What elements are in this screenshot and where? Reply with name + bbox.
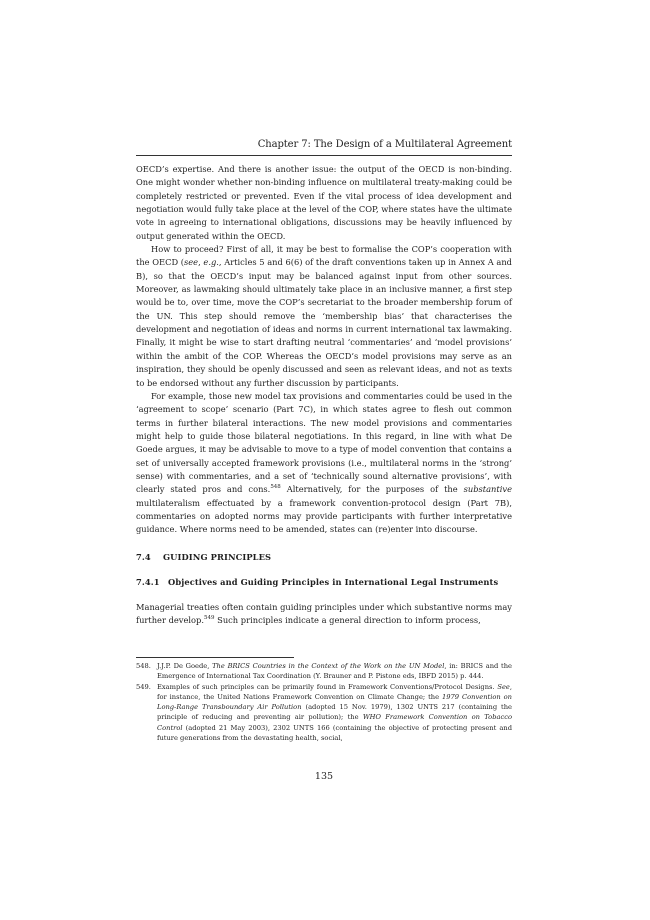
- footnote-rule: [136, 657, 294, 658]
- paragraph-3: For example, those new model tax provisions and commentaries could be used in the ‘agreement to scope’ scenario (Part 7C), in which states agree to flesh out common terms in further bilateral interactions. The new model provisions and commentaries might help to guide those bilateral negotiations. In this regard, in line with what De Goede argues, it may be advisable to move to a type of model convention that contains a set of universally accepted framework provisions (i.e., multilateral norms in the ‘strong’ sense) with commentaries, and a set of ‘technically sound alternative provisions’, with clearly stated pros and cons.$^{548}$ Alternatively, for the purposes of the substantive multilateralism effectuated by a framework convention-protocol design (Part 7B), commentaries on adopted norms may provide participants with further interpretative guidance. Where norms need to be amended, states can (re)enter into discourse.: [136, 390, 512, 535]
- page-number: 135: [314, 771, 334, 782]
- paragraph-4: Managerial treaties often contain guiding principles under which substantive norms may further develop.$^{549}$ Such principles indicate a general direction to inform process,: [136, 601, 512, 625]
- paragraph-2: How to proceed? First of all, it may be best to formalise the COP’s cooperation with the OECD (see, e.g., Articles 5 and 6(6) of the draft conventions taken up in Annex A and B), so that the OECD’s input may be balanced against input from other sources. Moreover, as lawmaking should ultimately take place in an inclusive manner, a first step would be to, over time, move the COP’s secretariat to the broader membership forum of the UN. This step should remove the ‘membership bias’ that characterises the development and negotiation of ideas and norms in current international tax lawmaking. Finally, it might be wise to start drafting neutral ‘commentaries’ and ‘model provisions’ within the ambit of the COP. Whereas the OECD’s model provisions may serve as an inspiration, they should be openly discussed and seen as relevant ideas, and not as texts to be endorsed without any further discussion by participants.: [136, 244, 512, 388]
- footnotes: [136, 661, 512, 744]
- subsection-heading: 7.4.1 Objectives and Guiding Principles in International Legal Instruments: [136, 576, 499, 587]
- footnote-548: 548. J.J.P. De Goede, The BRICS Countries in the Context of the Work on the UN Model, in: BRICS and the Emergence of International Tax Coordination (Y. Brauner and P. Pistone eds, IBFD 2015) p. 444.: [136, 662, 512, 681]
- footnote-ref-549: 549: [204, 614, 215, 621]
- header-rule: [136, 155, 512, 156]
- section-heading: 7.4 GUIDING PRINCIPLES: [136, 551, 272, 562]
- running-head: Chapter 7: The Design of a Multilateral Agreement: [257, 139, 512, 150]
- paragraph-1: OECD’s expertise. And there is another issue: the output of the OECD is non-binding. One might wonder whether non-binding influence on multilateral treaty-making could be completely restricted or prevented. Even if the vital process of idea development and negotiation would fully take place at the level of the COP, where states have the ultimate vote in agreeing to international obligations, discussions may be heavily influenced by output generated within the OECD.: [136, 164, 512, 241]
- footnote-ref-548: 548: [270, 484, 281, 491]
- body-text: [136, 163, 512, 627]
- book-page: [136, 0, 512, 920]
- footnote-549: 549. Examples of such principles can be primarily found in Framework Conventions/Protocol Designs. See, for instance, the United Nations Framework Convention on Climate Change; the 1979 Convention on Long-Range Transboundary Air Pollution (adopted 15 Nov. 1979), 1302 UNTS 217 (containing the principle of reducing and preventing air pollution); the WHO Framework Convention on Tobacco Control (adopted 21 May 2003), 2302 UNTS 166 (containing the objective of protecting present and future generations from the devastating health, social,: [136, 683, 513, 742]
